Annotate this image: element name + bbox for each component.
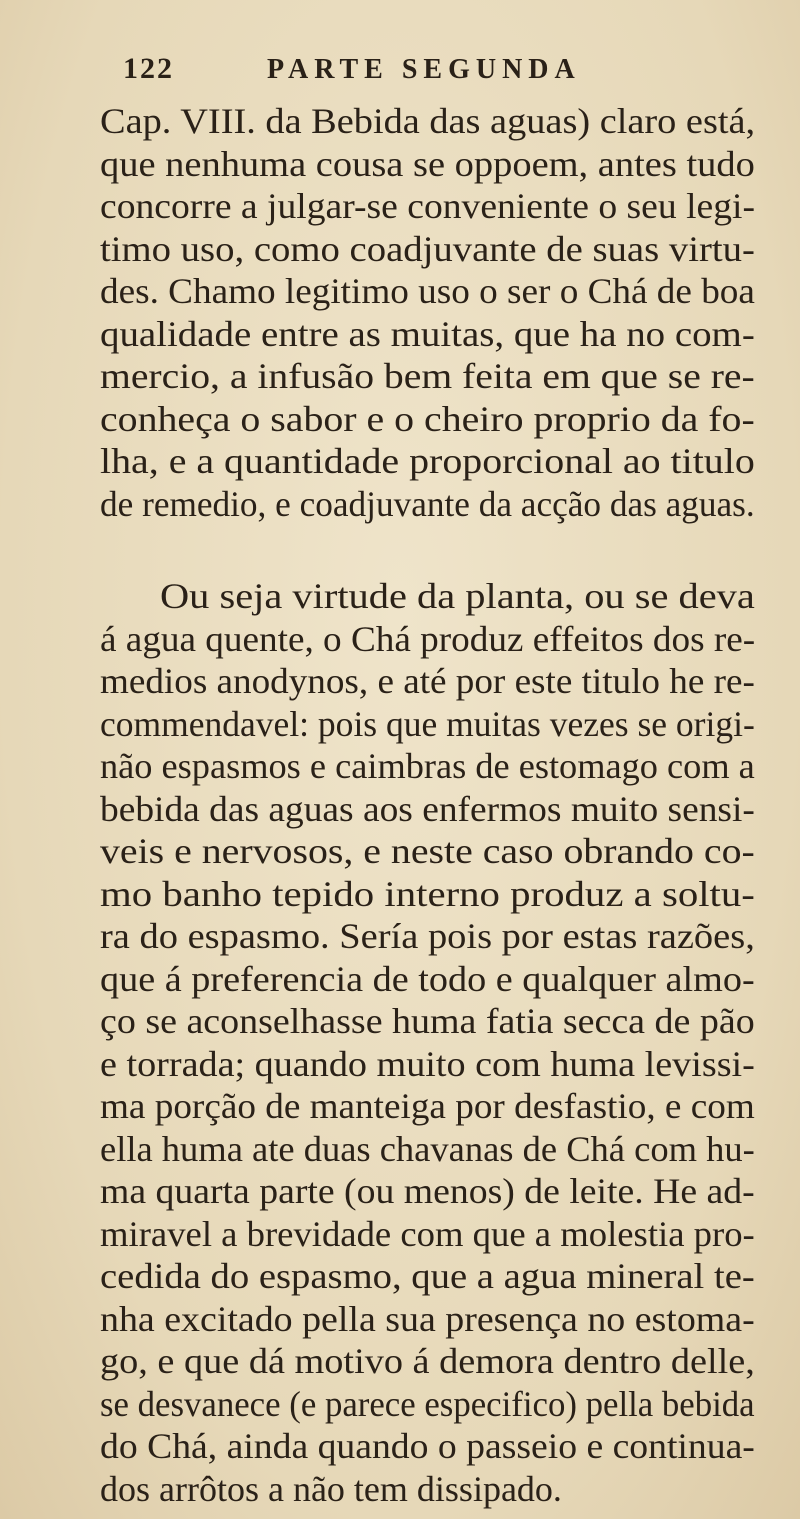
text-line: de remedio, e coadjuvante da acção das aguas. xyxy=(100,483,755,524)
paragraph-1 xyxy=(100,100,755,525)
running-head: PARTE SEGUNDA xyxy=(267,54,581,85)
text-line: go, e que dá motivo á demora dentro delle, xyxy=(100,1341,755,1381)
body-text xyxy=(100,100,755,1510)
text-line: que á preferencia de todo e qualquer almo- xyxy=(100,958,755,999)
text-line: Cap. VIII. da Bebida das aguas) claro está, xyxy=(100,101,756,141)
text-line: ra do espasmo. Sería pois por estas razões, xyxy=(100,916,755,956)
text-line: se desvanece (e parece especifico) pella bebida xyxy=(100,1383,755,1424)
page-number: 122 xyxy=(123,52,174,85)
text-line: bebida das aguas aos enfermos muito sensi- xyxy=(100,788,755,829)
text-line: conheça o sabor e o cheiro proprio da fo- xyxy=(100,398,755,439)
text-line: do Chá, ainda quando o passeio e continua- xyxy=(100,1426,755,1466)
paragraph-gap xyxy=(100,525,755,575)
text-line: timo uso, como coadjuvante de suas virtu- xyxy=(100,228,755,269)
text-line: medios anodynos, e até por este titulo he re- xyxy=(100,661,755,701)
text-line: miravel a brevidade com que a molestia pro- xyxy=(100,1213,755,1254)
text-line: não espasmos e caimbras de estomago com a xyxy=(100,746,755,786)
text-line: á agua quente, o Chá produz effeitos dos re- xyxy=(100,618,756,659)
text-line: ço se aconselhasse huma fatia secca de pão xyxy=(100,1001,755,1041)
page-header xyxy=(0,52,800,92)
text-line: concorre a julgar-se conveniente o seu legi- xyxy=(100,186,755,226)
text-line: veis e nervosos, e neste caso obrando co- xyxy=(100,831,755,871)
text-line: Ou seja virtude da planta, ou se deva xyxy=(160,576,755,616)
text-line: des. Chamo legitimo uso o ser o Chá de boa xyxy=(100,271,755,311)
text-line: ma porção de manteiga por desfastio, e com xyxy=(100,1086,755,1126)
text-line: mercio, a infusão bem feita em que se re- xyxy=(100,356,755,396)
paragraph-2 xyxy=(100,575,755,1510)
text-line: nha excitado pella sua presença no estoma- xyxy=(100,1298,755,1339)
text-line: ella huma ate duas chavanas de Chá com hu- xyxy=(100,1128,755,1169)
text-line: dos arrôtos a não tem dissipado. xyxy=(100,1468,562,1509)
text-line: ma quarta parte (ou menos) de leite. He ad- xyxy=(100,1171,755,1211)
text-line: que nenhuma cousa se oppoem, antes tudo xyxy=(100,143,755,184)
text-line: cedida do espasmo, que a agua mineral te- xyxy=(100,1256,755,1296)
text-line: lha, e a quantidade proporcional ao titulo xyxy=(100,441,755,481)
text-line: mo banho tepido interno produz a soltu- xyxy=(100,873,755,914)
text-line: qualidade entre as muitas, que ha no com- xyxy=(100,313,755,354)
text-line: commendavel: pois que muitas vezes se origi- xyxy=(100,703,755,744)
text-line: e torrada; quando muito com huma levissi- xyxy=(100,1043,755,1084)
